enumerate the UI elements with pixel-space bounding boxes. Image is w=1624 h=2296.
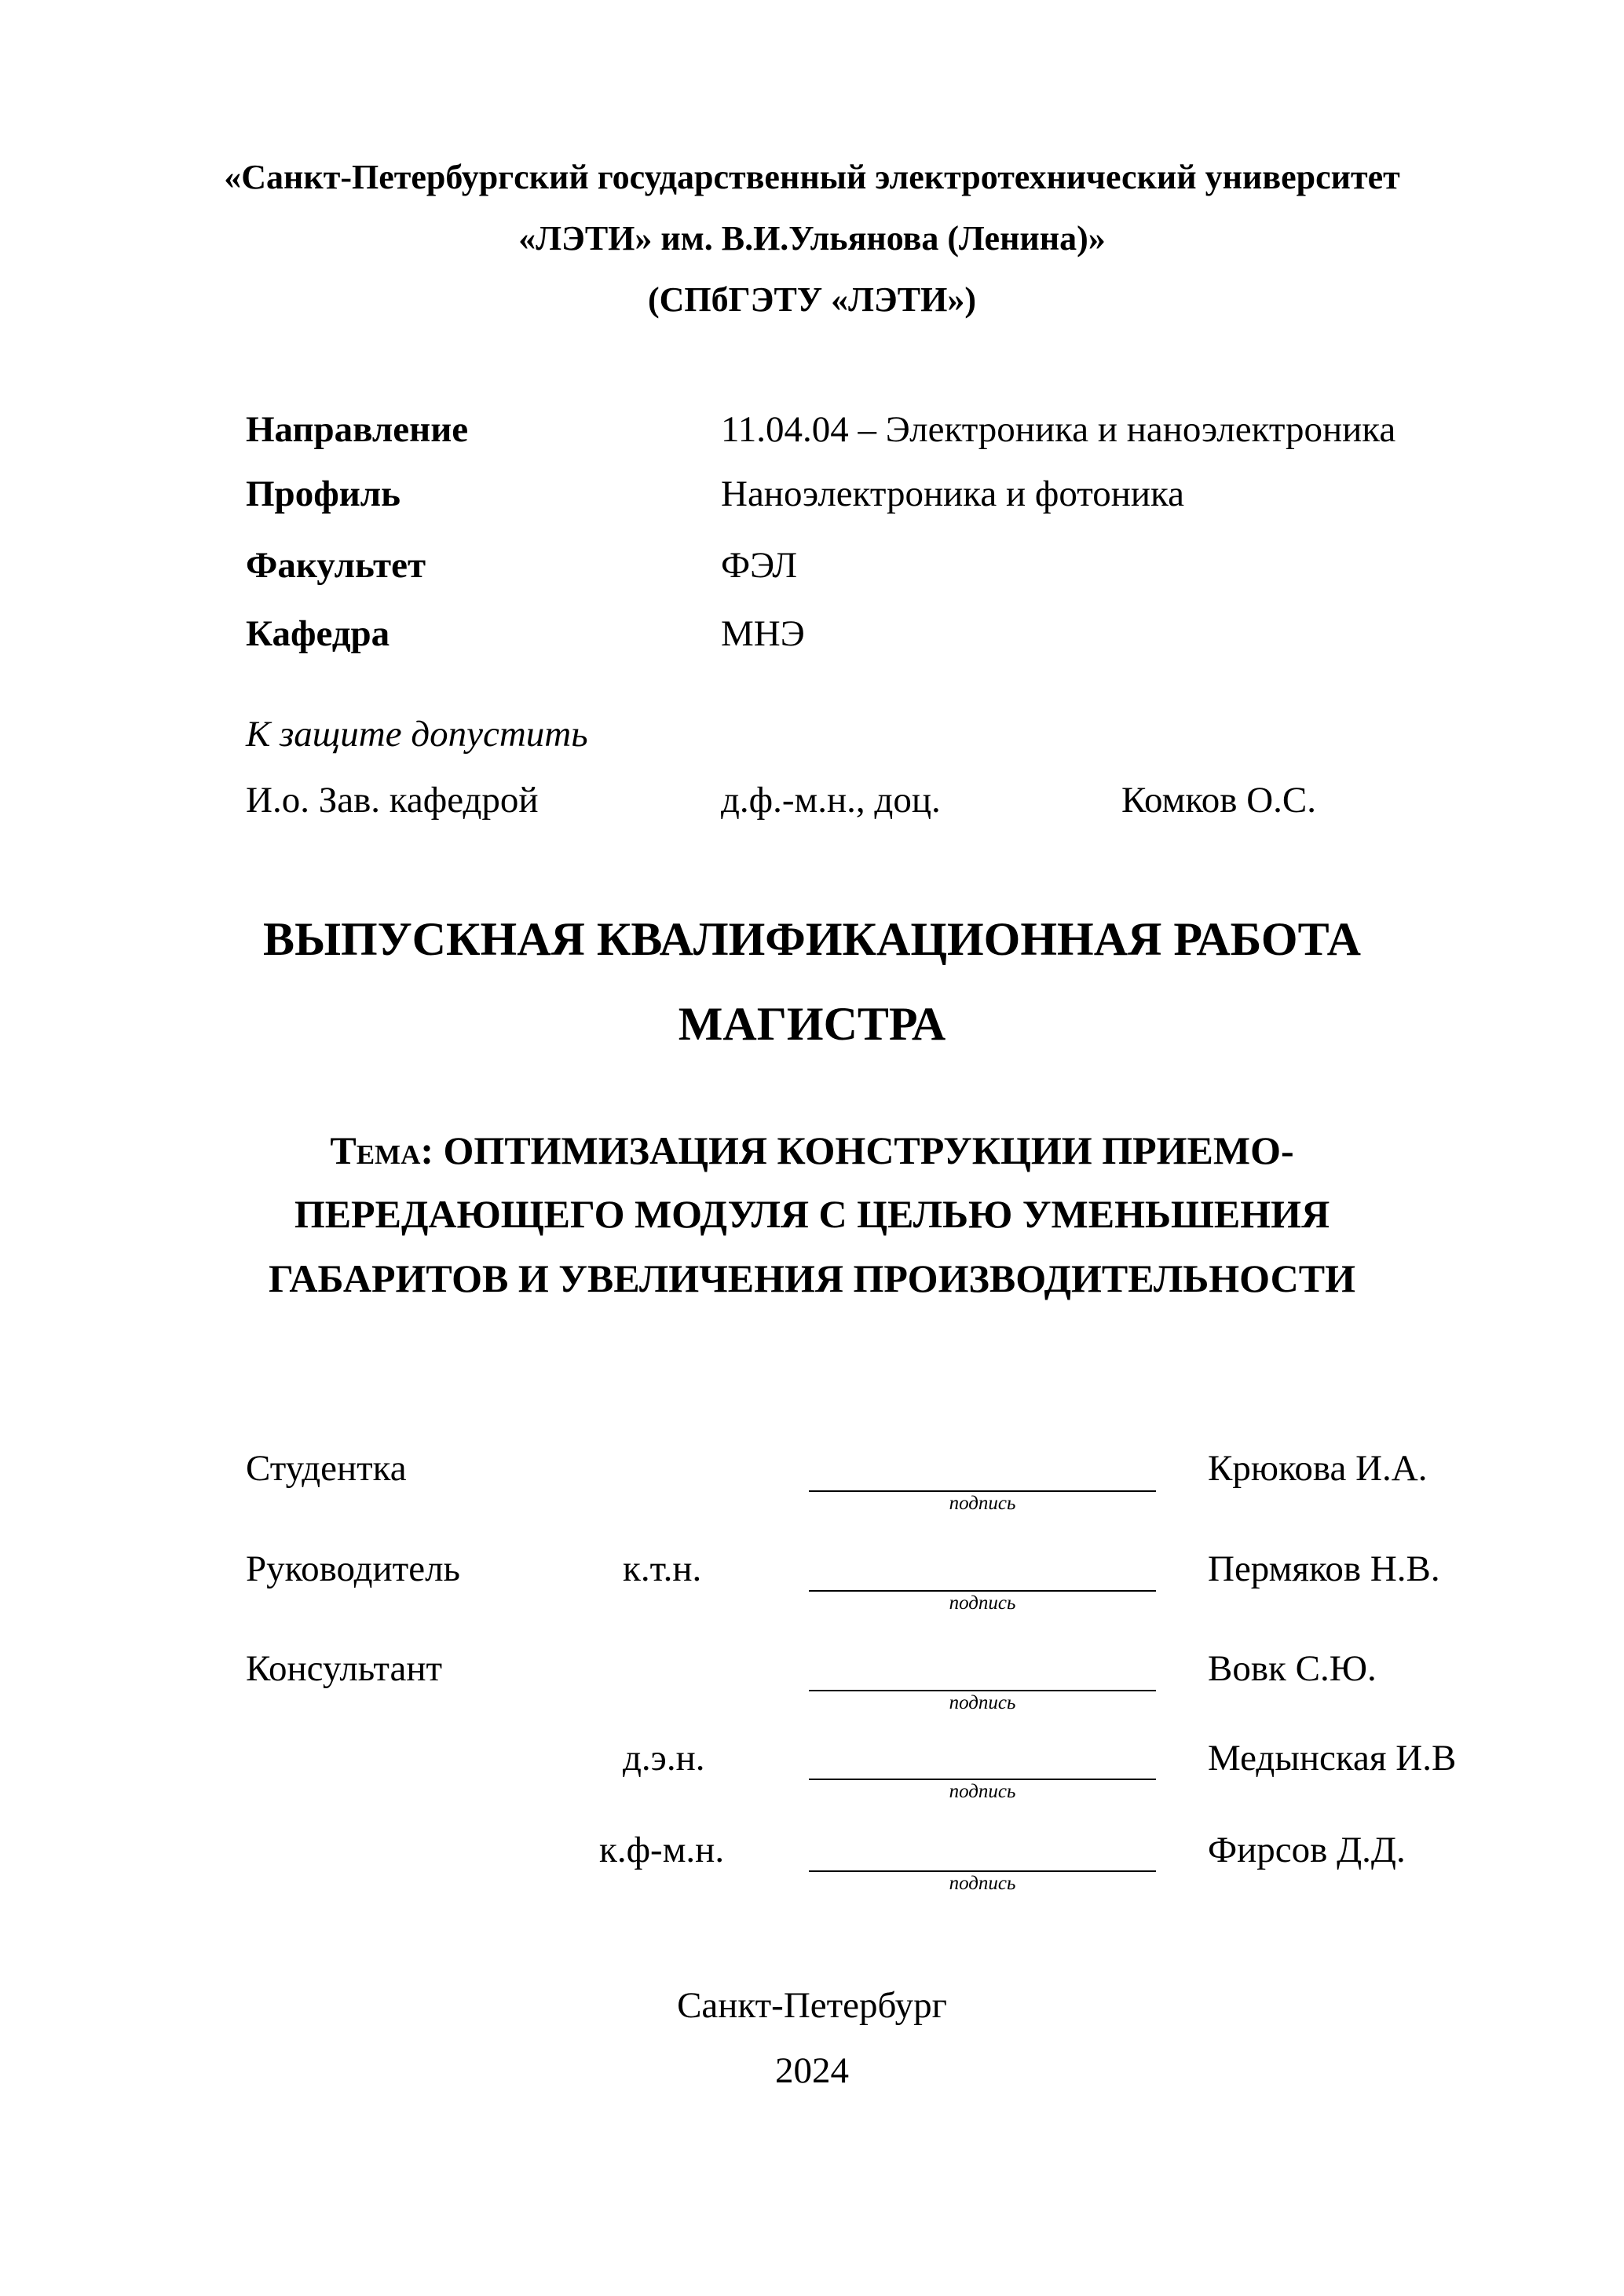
admission-degree: д.ф.-м.н., доц. bbox=[721, 780, 941, 821]
university-name-line-1: «Санкт-Петербургский государственный электротехнический университет bbox=[224, 158, 1400, 196]
university-name-line-2: «ЛЭТИ» им. В.И.Ульянова (Ленина)» bbox=[518, 219, 1106, 258]
faculty-label: Факультет bbox=[246, 545, 426, 586]
signature-name: Крюкова И.А. bbox=[1208, 1448, 1428, 1489]
faculty-value: ФЭЛ bbox=[721, 545, 798, 586]
admission-caption: К защите допустить bbox=[246, 714, 588, 755]
profile-value: Наноэлектроника и фотоника bbox=[721, 473, 1184, 514]
thesis-title-line-2: МАГИСТРА bbox=[678, 998, 946, 1050]
signature-name: Вовк С.Ю. bbox=[1208, 1648, 1377, 1689]
signature-degree: д.э.н. bbox=[623, 1738, 705, 1779]
signature-caption: подпись bbox=[949, 1493, 1016, 1514]
signature-caption: подпись bbox=[949, 1781, 1016, 1802]
signature-name: Пермяков Н.В. bbox=[1208, 1548, 1440, 1589]
department-value: МНЭ bbox=[721, 613, 805, 654]
signature-caption: подпись bbox=[949, 1592, 1016, 1614]
signature-degree: к.т.н. bbox=[623, 1548, 702, 1589]
signature-degree: к.ф-м.н. bbox=[599, 1830, 725, 1870]
theme-line-3: ГАБАРИТОВ И УВЕЛИЧЕНИЯ ПРОИЗВОДИТЕЛЬНОСТИ bbox=[268, 1256, 1355, 1300]
footer-year: 2024 bbox=[775, 2050, 849, 2091]
signature-caption: подпись bbox=[949, 1692, 1016, 1713]
footer-city: Санкт-Петербург bbox=[677, 1985, 947, 2026]
theme-text-1: ОПТИМИЗАЦИЯ КОНСТРУКЦИИ ПРИЕМО- bbox=[433, 1128, 1294, 1172]
admission-position: И.о. Зав. кафедрой bbox=[246, 780, 539, 821]
admission-head-name: Комков О.С. bbox=[1121, 780, 1317, 821]
signature-role: Студентка bbox=[246, 1448, 407, 1489]
theme-separator: : bbox=[420, 1128, 434, 1172]
university-abbreviation: (СПбГЭТУ «ЛЭТИ») bbox=[648, 280, 976, 319]
signature-role: Руководитель bbox=[246, 1548, 460, 1589]
theme-label: Тема bbox=[330, 1128, 421, 1172]
profile-label: Профиль bbox=[246, 473, 401, 514]
direction-label: Направление bbox=[246, 409, 469, 450]
signature-role: Консультант bbox=[246, 1648, 443, 1689]
signature-name: Медынская И.В bbox=[1208, 1738, 1457, 1779]
theme-line-1 bbox=[0, 1126, 1624, 1175]
signature-caption: подпись bbox=[949, 1873, 1016, 1894]
thesis-title-line-1: ВЫПУСКНАЯ КВАЛИФИКАЦИОННАЯ РАБОТА bbox=[263, 913, 1361, 965]
theme-line-2: ПЕРЕДАЮЩЕГО МОДУЛЯ С ЦЕЛЬЮ УМЕНЬШЕНИЯ bbox=[294, 1192, 1330, 1236]
signature-name: Фирсов Д.Д. bbox=[1208, 1830, 1406, 1870]
department-label: Кафедра bbox=[246, 613, 390, 654]
direction-value: 11.04.04 – Электроника и наноэлектроника bbox=[721, 409, 1396, 450]
